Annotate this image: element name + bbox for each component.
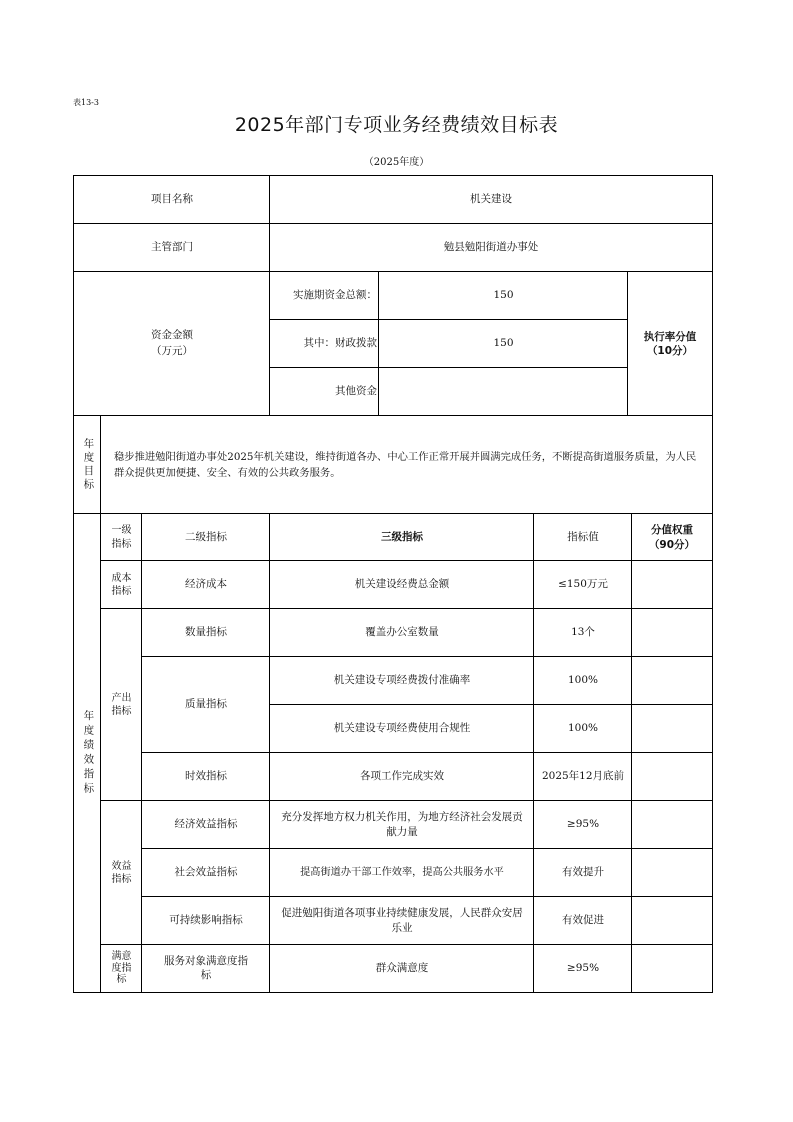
execution-rate-line1: 执行率分值 — [643, 330, 697, 343]
project-name-value: 机关建设 — [470, 193, 512, 206]
funds-label — [74, 272, 270, 416]
row-level3: 机关建设经费总金额 — [354, 578, 450, 591]
head-value: 指标值 — [567, 530, 599, 543]
execution-rate-score — [628, 272, 712, 416]
row-level2: 社会效益指标 — [174, 866, 238, 879]
execution-rate-line2: （10分） — [646, 345, 694, 357]
row-level2: 服务对象满意度指标 — [164, 954, 248, 981]
table-number: 表13-3 — [73, 98, 99, 107]
annual-goal-label-text: 年度目标 — [82, 438, 95, 492]
head-weight — [632, 514, 712, 561]
row-value: ≥95% — [566, 818, 600, 831]
head-level3: 三级指标 — [381, 530, 423, 543]
row-value: 有效提升 — [562, 866, 604, 879]
row-weight — [632, 561, 712, 609]
group-benefit: 效益指标 — [111, 860, 132, 885]
funds-label-line2: （万元） — [151, 345, 193, 357]
row-value: 100% — [567, 722, 599, 735]
row-value: ≥95% — [566, 961, 600, 974]
row-weight — [632, 849, 712, 897]
row-weight — [632, 753, 712, 801]
row-level3: 提高街道办干部工作效率，提高公共服务水平 — [300, 867, 504, 879]
row-level3: 机关建设专项经费拨付准确率 — [333, 674, 471, 687]
row-weight — [632, 609, 712, 657]
row-value: 有效促进 — [562, 914, 604, 927]
fiscal-year: （2025年度） — [363, 157, 430, 168]
group-output: 产出指标 — [111, 692, 132, 717]
row-level2: 经济效益指标 — [174, 818, 238, 831]
annual-goal-text: 稳步推进勉阳街道办事处2025年机关建设，维持街道各办、中心工作正常开展并圆满完成任务，不断提高街道服务质量，为人民群众提供更加便捷、安全、有效的公共政务服务。 — [114, 450, 697, 479]
row-level2: 经济成本 — [185, 578, 227, 591]
row-level2: 时效指标 — [185, 770, 227, 783]
row-level2: 质量指标 — [185, 698, 227, 711]
row-value: 100% — [567, 674, 599, 687]
head-level1: 一级指标 — [111, 525, 132, 550]
row-value: 2025年12月底前 — [541, 770, 625, 783]
project-name-label: 项目名称 — [151, 193, 193, 206]
annual-goal-label — [74, 416, 101, 514]
finance-funds-label: 其中：财政拨款 — [303, 337, 377, 350]
row-weight — [632, 705, 712, 753]
performance-table — [73, 175, 713, 993]
row-weight — [632, 945, 712, 992]
group-cost: 成本指标 — [111, 572, 132, 597]
group-satisfaction: 满意度指标 — [111, 951, 132, 986]
row-level3: 充分发挥地方权力机关作用，为地方经济社会发展贡献力量 — [281, 810, 523, 838]
annual-indicators-label — [74, 514, 101, 992]
page-title: 2025年部门专项业务经费绩效目标表 — [234, 114, 559, 136]
department-label: 主管部门 — [151, 241, 193, 254]
row-level3: 群众满意度 — [375, 961, 429, 974]
head-level2: 二级指标 — [185, 530, 227, 543]
total-funds-label: 实施期资金总额： — [293, 289, 377, 302]
row-level2: 可持续影响指标 — [169, 914, 243, 927]
row-level3: 促进勉阳街道各项事业持续健康发展，人民群众安居乐业 — [281, 906, 523, 934]
total-funds-value: 150 — [493, 289, 514, 302]
funds-label-line1: 资金金额 — [151, 329, 193, 342]
row-weight — [632, 657, 712, 705]
row-level2: 数量指标 — [185, 626, 227, 639]
row-value: 13个 — [571, 626, 595, 639]
head-weight-line1: 分值权重 — [651, 524, 693, 537]
other-funds-label: 其他资金 — [335, 385, 377, 398]
row-level3: 机关建设专项经费使用合规性 — [333, 722, 471, 735]
head-weight-line2: （90分） — [648, 538, 696, 551]
row-level3: 各项工作完成实效 — [360, 770, 444, 783]
row-value: ≤150万元 — [558, 578, 608, 591]
row-level3: 覆盖办公室数量 — [365, 626, 439, 639]
other-funds-value — [379, 368, 628, 416]
department-value: 勉县勉阳街道办事处 — [443, 241, 539, 254]
row-weight — [632, 897, 712, 945]
finance-funds-value: 150 — [493, 337, 514, 350]
annual-indicators-label-text: 年度绩效指标 — [82, 709, 95, 797]
row-weight — [632, 801, 712, 849]
